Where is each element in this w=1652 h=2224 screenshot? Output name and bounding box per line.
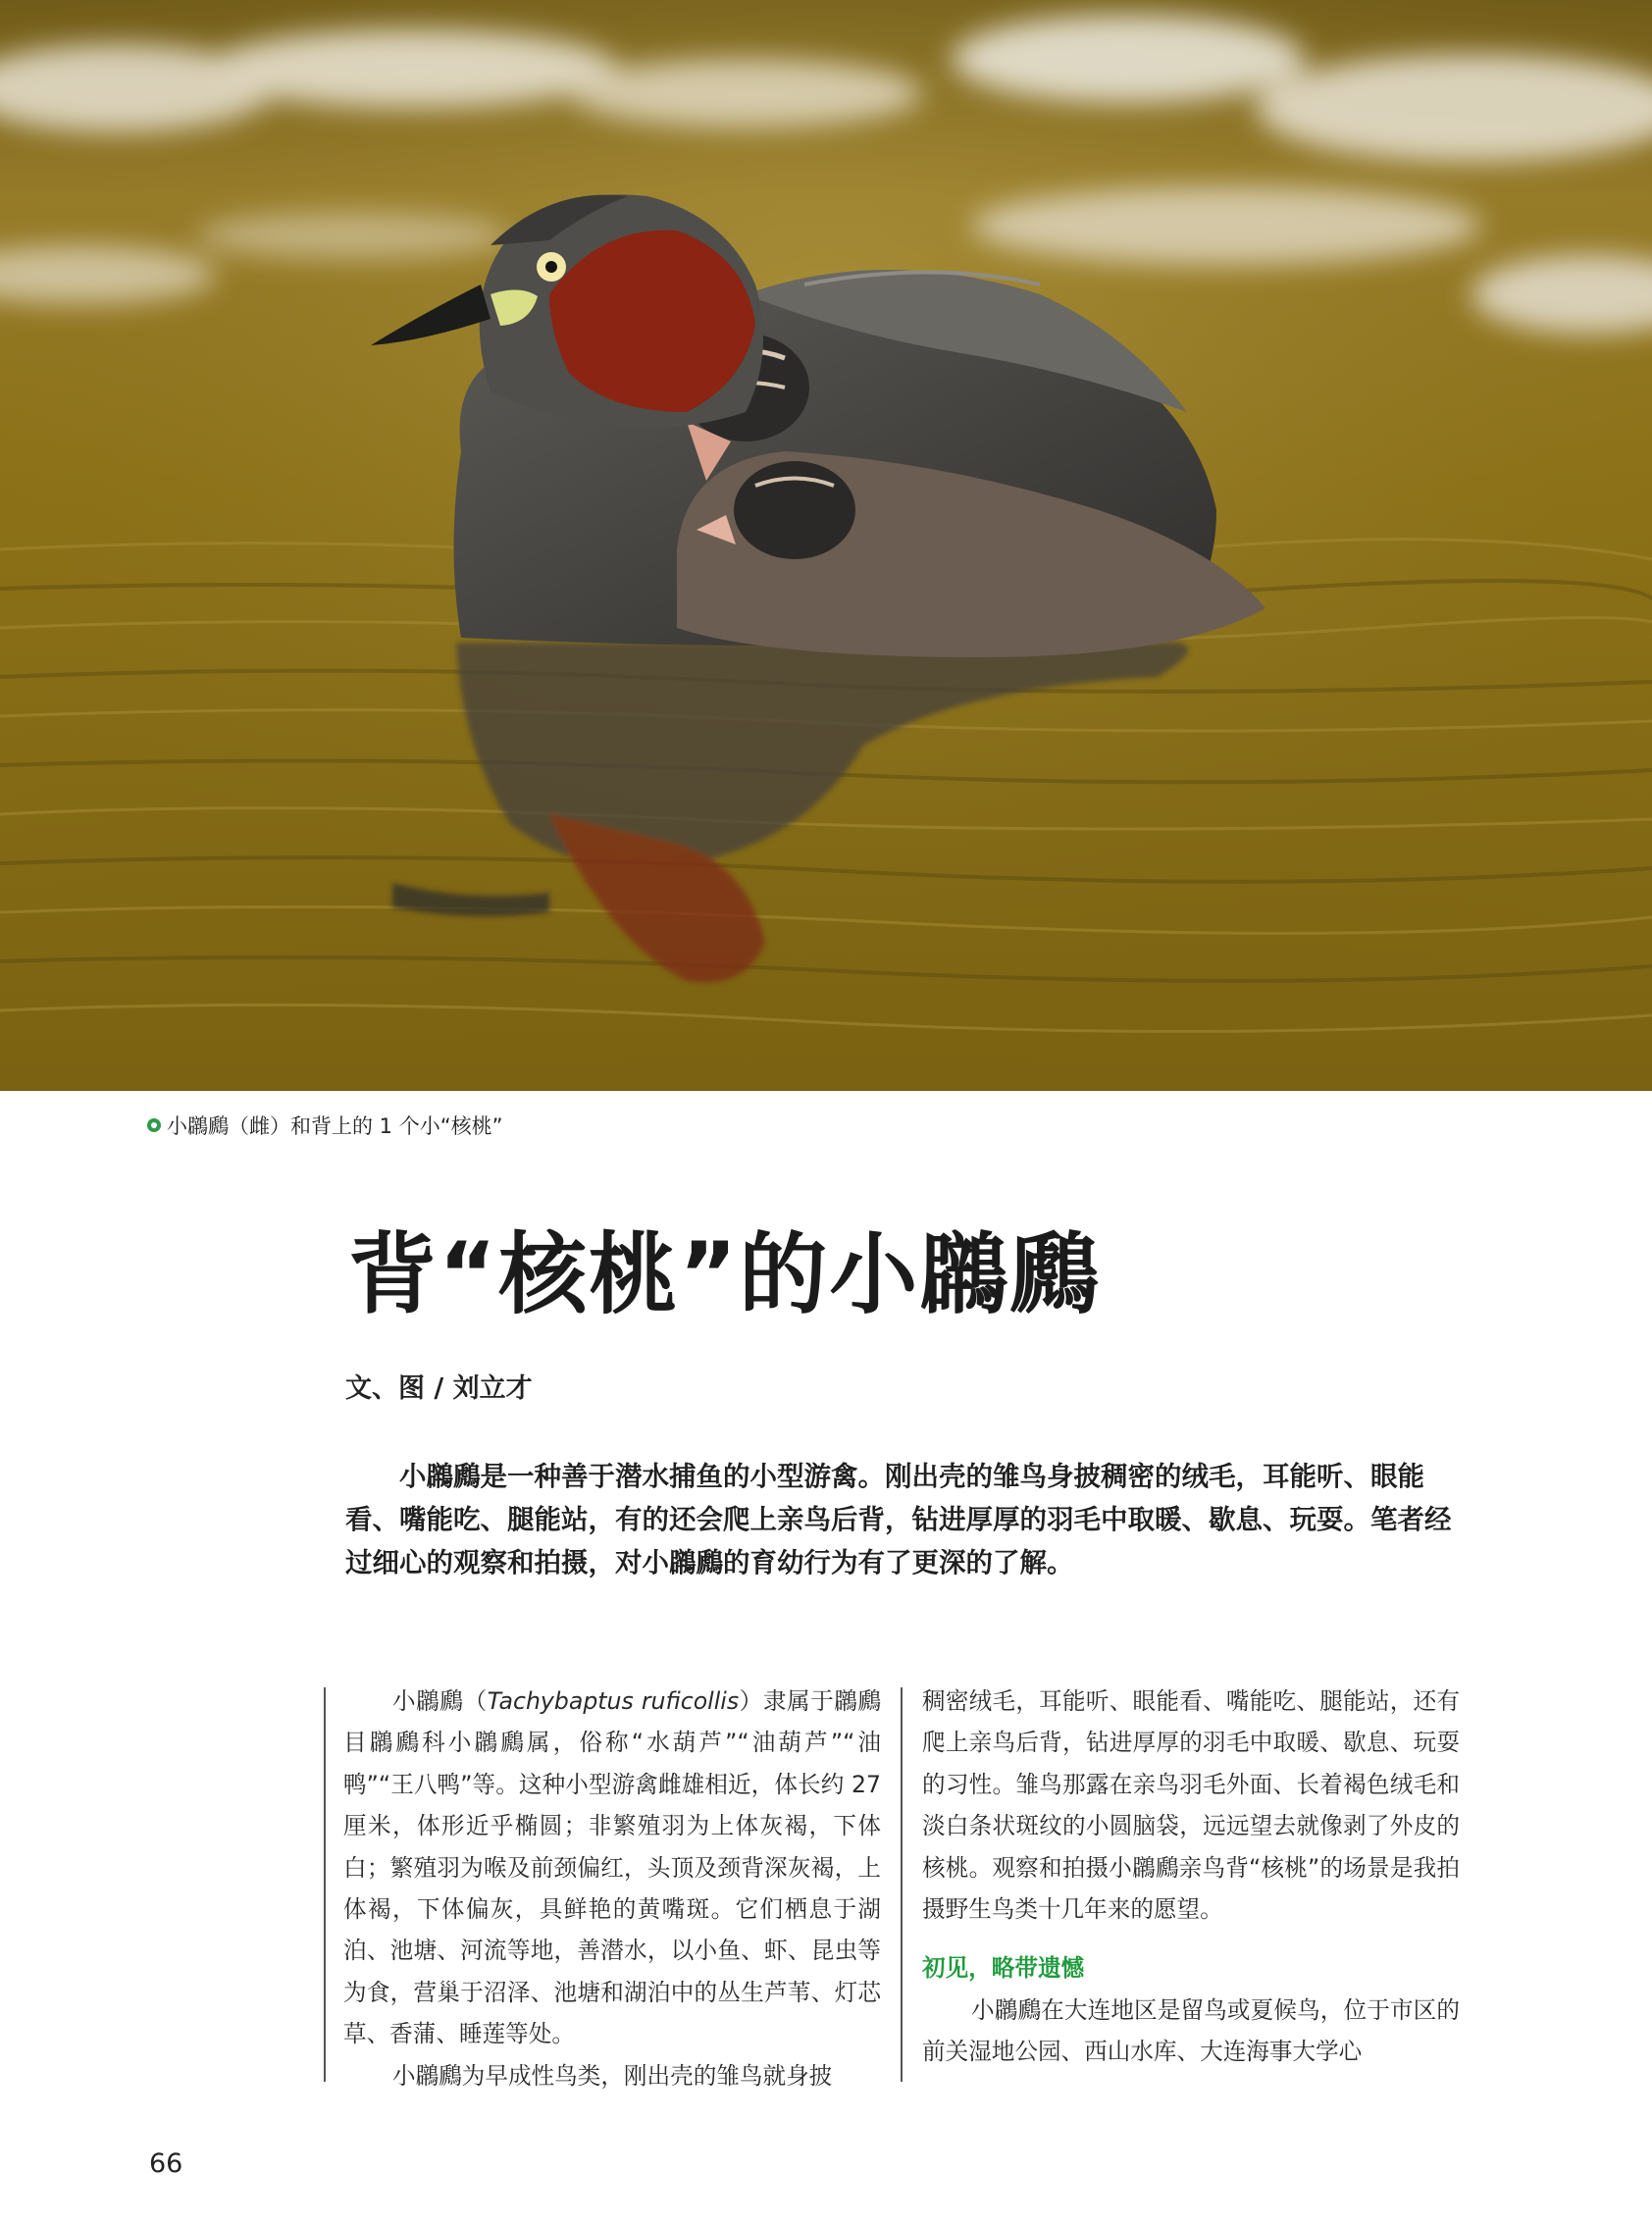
article-byline: 文、图 / 刘立才 xyxy=(345,1373,533,1404)
latin-name: Tachybaptus ruficollis xyxy=(487,1687,740,1715)
caption-text: 小鸊鷉（雌）和背上的 1 个小“核桃” xyxy=(167,1114,503,1138)
body-paragraph-2: 小鸊鷉为早成性鸟类，刚出壳的雏鸟就身披 xyxy=(392,2061,833,2090)
hero-photo xyxy=(0,0,1652,1091)
section-heading: 初见，略带遗憾 xyxy=(922,1954,1085,1983)
body-paragraph-3: 稠密绒毛，耳能听、眼能看、嘴能吃、腿能站，还有爬上亲鸟后背，钻进厚厚的羽毛中取暖、歇息、玩耍的习性。雏鸟那露在亲鸟羽毛外面、长着褐色绒毛和淡白条状斑纹的小圆脑袋，远远望去就像剥了外皮的核桃。观察和拍摄小鸊鷉亲鸟背“核桃”的场景是我拍摄野生鸟类十几年来的愿望。 xyxy=(922,1687,1460,1924)
body-column-1 xyxy=(343,1681,881,2096)
grebe-photo-illustration xyxy=(0,0,1652,1091)
body-paragraph-4: 小鸊鷉在大连地区是留鸟或夏候鸟，位于市区的前关湿地公园、西山水库、大连海事大学心 xyxy=(922,1995,1460,2066)
circle-bullet-icon xyxy=(147,1118,161,1132)
body-paragraph-1: 小鸊鷉（Tachybaptus ruficollis）隶属于鸊鷉目鸊鷉科小鸊鷉属，俗称“水葫芦”“油葫芦”“油鸭”“王八鸭”等。这种小型游禽雌雄相近，体长约 27 厘米，体形近乎椭圆；非繁殖羽为上体灰褐，下体白；繁殖羽为喉及前颈偏红，头顶及颈背深灰褐，上体褐，下体偏灰，具鲜艳的黄嘴斑。它们栖息于湖泊、池塘、河流等地，善潜水，以小鱼、虾、昆虫等为食，营巢于沼泽、池塘和湖泊中的丛生芦苇、灯芯草、香蒲、睡莲等处。 xyxy=(343,1687,882,2048)
article-title: 背“核桃”的小鸊鷉 xyxy=(348,1223,1101,1326)
article-lead: 小鸊鷉是一种善于潜水捕鱼的小型游禽。刚出壳的雏鸟身披稠密的绒毛，耳能听、眼能看、嘴能吃、腿能站，有的还会爬上亲鸟后背，钻进厚厚的羽毛中取暖、歇息、玩耍。笔者经过细心的观察和拍摄，对小鸊鷉的育幼行为有了更深的了解。 xyxy=(345,1461,1452,1578)
photo-caption xyxy=(147,1109,502,1142)
page-number: 66 xyxy=(149,2148,183,2179)
body-column-2 xyxy=(922,1681,1460,2073)
column-rule-left xyxy=(324,1687,326,2082)
column-rule-center xyxy=(901,1687,903,2082)
